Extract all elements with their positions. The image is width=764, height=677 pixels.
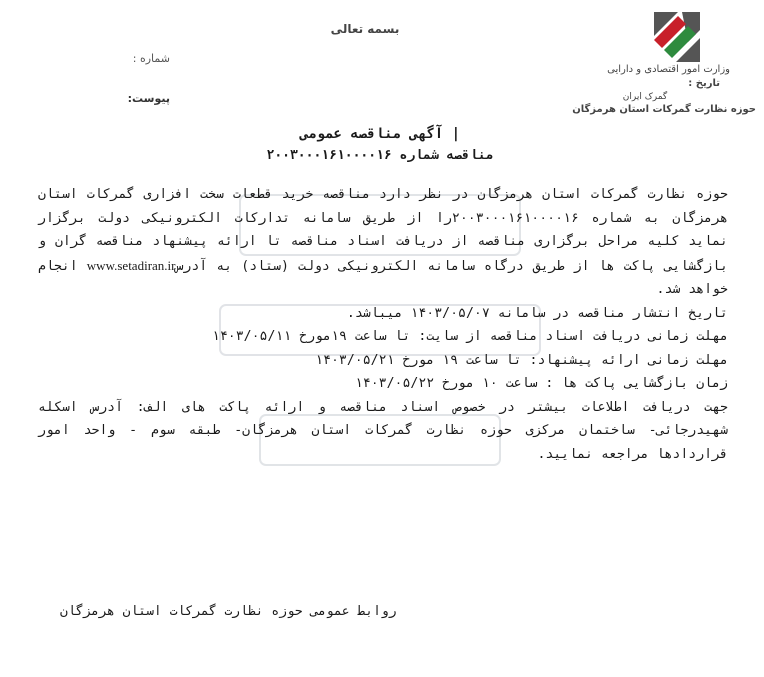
notice-title	[200, 126, 560, 142]
date-label: تاریخ :	[688, 78, 720, 89]
intro-text-end: انجام خواهد شد.	[38, 258, 728, 297]
title-bracket: |	[443, 126, 461, 142]
opening-time: زمان بازگشایی پاکت ها : ساعت ۱۰ مورخ ۱۴۰۳/۰۵/۲۲	[354, 376, 728, 391]
number-label: شماره :	[132, 52, 170, 65]
org-hormozgan: حوزه نظارت گمرکات استان هرمزگان	[572, 104, 756, 115]
notice-title-text: آگهی مناقصه عمومی	[299, 126, 444, 142]
intro-paragraph	[38, 183, 728, 302]
org-iran-customs: گمرک ایران	[622, 92, 668, 102]
customs-logo-icon	[648, 10, 706, 64]
contact-info: جهت دریافت اطلاعات بیشتر در خصوص اسناد مناقصه و ارائه پاکت های الف: آدرس اسکله شهیدرجائی- ساختمان مرکزی حوزه نظارت گمرکات استان هرمزگان- طبقه سوم - واحد امور قراردادها مراجعه نمایید.	[38, 399, 728, 462]
bid-deadline: مهلت زمانی ارائه پیشنهاد: تا ساعت ۱۹ مورخ ۱۴۰۳/۰۵/۲۱	[315, 352, 728, 368]
notice-subtitle: مناقصه شماره ۲۰۰۳۰۰۰۱۶۱۰۰۰۰۱۶	[266, 148, 494, 163]
doc-deadline: مهلت زمانی دریافت اسناد مناقصه از سایت: تا ساعت ۱۹مورخ ۱۴۰۳/۰۵/۱۱	[211, 329, 728, 344]
setad-url-link[interactable]: www.setadiran.ir	[86, 257, 176, 273]
attachment-label: پیوست:	[127, 92, 170, 105]
intro-text: حوزه نظارت گمرکات استان هرمزگان در نظر دارد مناقصه خرید قطعات سخت افزاری گمرکات استان هرمزگان به شماره ۲۰۰۳۰۰۰۱۶۱۰۰۰۰۱۶را از طریق سامانه تدارکات الکترونیکی دولت برگزار نماید کلیه مراحل برگزاری مناقصه از دریافت اسناد مناقصه تا ارائه پیشنهاد مناقصه گران و بازگشایی پاکت ها از طریق درگاه سامانه الکترونیکی دولت (ستاد) به آدرس	[38, 187, 729, 274]
notice-body	[38, 183, 728, 466]
signature: روابط عمومی حوزه نظارت گمرکات استان هرمزگان	[60, 604, 397, 619]
org-ministry: وزارت امور اقتصادی و دارایی	[607, 64, 730, 75]
basmala: بسمه تعالی	[330, 22, 400, 36]
publish-date: تاریخ انتشار مناقصه در سامانه ۱۴۰۳/۰۵/۰۷ میباشد.	[346, 305, 728, 321]
